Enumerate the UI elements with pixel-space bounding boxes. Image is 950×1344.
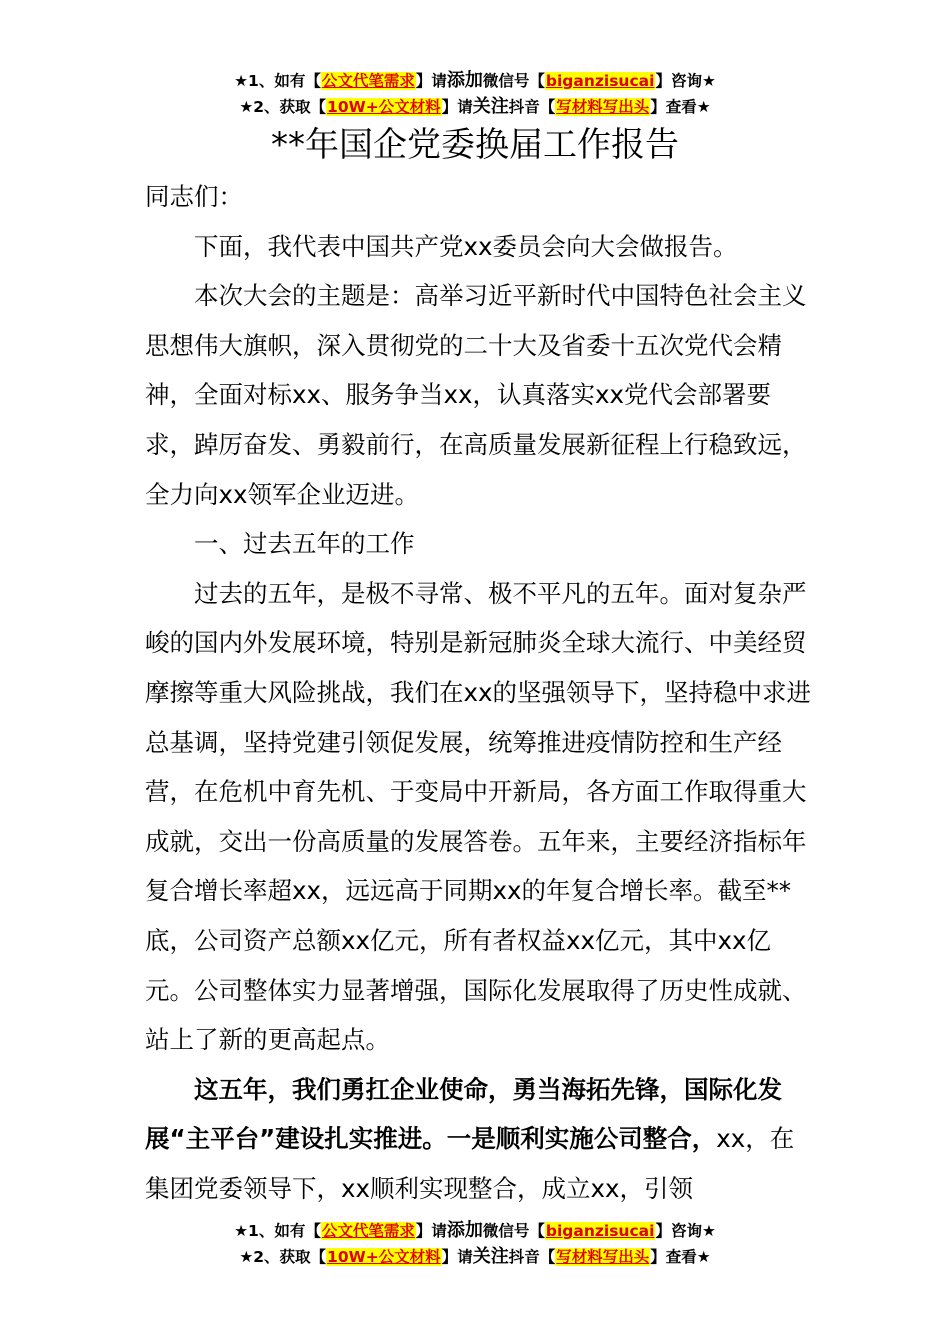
bold-lead-text: 这五年，我们勇扛企业使命，勇当海拓先锋，国际化发展“主平台”建设扎实推进。一是顺利实施公司整合，: [145, 1074, 782, 1154]
paragraph-continuation: xx，在集团党委领导下，xx顺利实现整合，成立xx，引领: [145, 1124, 795, 1203]
page-title: **年国企党委换届工作报告: [271, 125, 679, 165]
promo-wechat-id: biganzisucai: [545, 72, 655, 90]
promo-highlight: 10W+公文材料: [327, 98, 441, 116]
promo-line-1: ★1、如有【公文代笔需求】请添加微信号【biganzisucai】咨询★: [234, 1220, 716, 1241]
promo-highlight: 公文代笔需求: [321, 72, 415, 90]
promo-douyin-id: 写材料写出头: [556, 98, 650, 116]
promo-douyin-id: 写材料写出头: [556, 1248, 650, 1266]
section-heading: 一、过去五年的工作: [194, 529, 415, 559]
promo-line-1: ★1、如有【公文代笔需求】请添加微信号【biganzisucai】咨询★: [234, 70, 716, 91]
paragraph: 过去的五年，是极不寻常、极不平凡的五年。面对复杂严峻的国内外发展环境，特别是新冠肺炎全球大流行、中美经贸摩擦等重大风险挑战，我们在xx的坚强领导下，坚持稳中求进总基调，坚持党建引领促发展，统筹推进疫情防控和生产经营，在危机中育先机、于变局中开新局，各方面工作取得重大成就，交出一份高质量的发展答卷。五年来，主要经济指标年复合增长率超xx，远远高于同期xx的年复合增长率。截至**底，公司资产总额xx亿元，所有者权益xx亿元，其中xx亿元。公司整体实力显著增强，国际化发展取得了历史性成就、站上了新的更高起点。: [145, 578, 811, 1055]
promo-banner-bottom: [0, 1218, 950, 1270]
document-body: [145, 172, 815, 1213]
salutation: 同志们：: [145, 182, 243, 211]
promo-line-2: ★2、获取【10W+公文材料】请关注抖音【写材料写出头】查看★: [239, 1246, 711, 1267]
promo-highlight: 10W+公文材料: [327, 1248, 441, 1266]
promo-wechat-id: biganzisucai: [545, 1222, 655, 1240]
paragraph: 本次大会的主题是：高举习近平新时代中国特色社会主义思想伟大旗帜，深入贯彻党的二十大及省委十五次党代会精神，全面对标xx、服务争当xx，认真落实xx党代会部署要求，踔厉奋发、勇毅前行，在高质量发展新征程上行稳致远，全力向xx领军企业迈进。: [145, 281, 807, 509]
promo-banner-top: [0, 68, 950, 120]
paragraph: 下面，我代表中国共产党xx委员会向大会做报告。: [194, 231, 738, 261]
paragraph-bold-lead: [145, 1065, 815, 1214]
promo-highlight: 公文代笔需求: [321, 1222, 415, 1240]
promo-line-2: ★2、获取【10W+公文材料】请关注抖音【写材料写出头】查看★: [239, 96, 711, 117]
